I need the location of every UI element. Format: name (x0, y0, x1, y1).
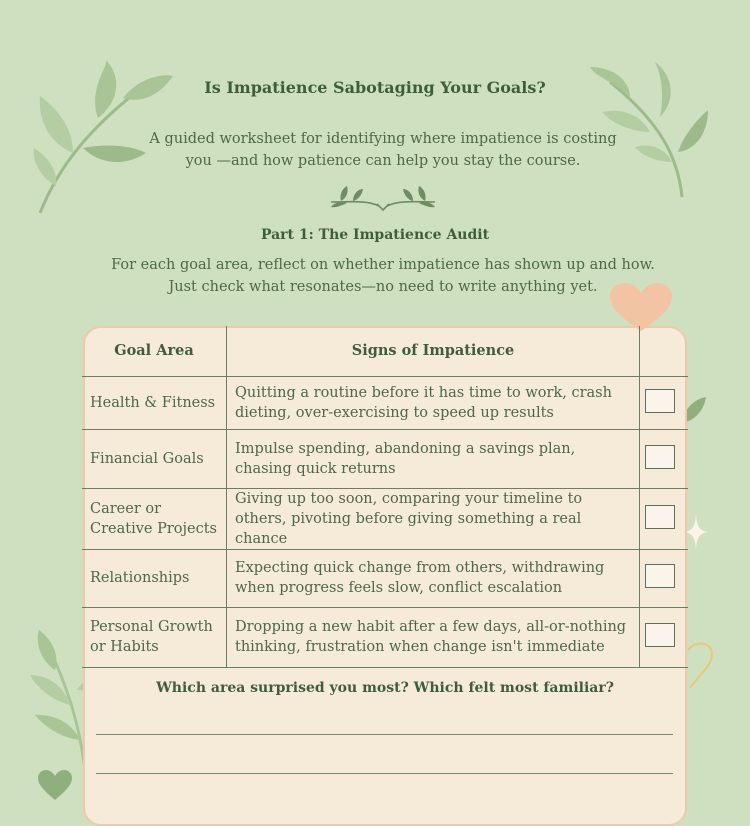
table-row (82, 549, 688, 607)
goal-area-cell: Health & Fitness (82, 376, 227, 429)
row-checkbox[interactable] (645, 623, 675, 647)
signs-cell: Expecting quick change from others, withdrawing when progress feels slow, conflict escalation (227, 549, 640, 607)
signs-cell: Giving up too soon, comparing your timeline to others, pivoting before giving something a real chance (227, 488, 640, 549)
table-row (82, 376, 688, 429)
heart-icon (686, 640, 716, 690)
impatience-audit-table (82, 326, 688, 668)
column-header-check (640, 326, 689, 376)
answer-line[interactable] (96, 734, 673, 735)
signs-cell: Dropping a new habit after a few days, all-or-nothing thinking, frustration when change isn't immediate (227, 607, 640, 667)
row-checkbox[interactable] (645, 389, 675, 413)
answer-line[interactable] (96, 773, 673, 774)
row-checkbox[interactable] (645, 564, 675, 588)
column-header-signs: Signs of Impatience (227, 326, 640, 376)
table-row (82, 488, 688, 549)
column-header-goal-area: Goal Area (82, 326, 227, 376)
reflection-question: Which area surprised you most? Which felt most familiar? (156, 680, 614, 696)
section-heading: Part 1: The Impatience Audit (260, 227, 490, 243)
goal-area-cell: Career or Creative Projects (82, 488, 227, 549)
section-intro: For each goal area, reflect on whether impatience has shown up and how. Just check what resonates—no need to write anything yet. (111, 257, 655, 295)
page-subtitle: A guided worksheet for identifying where impatience is costing you —and how patience can help you stay the course. (149, 131, 617, 169)
table-row (82, 607, 688, 667)
page-title: Is Impatience Sabotaging Your Goals? (204, 78, 546, 97)
check-cell (640, 549, 689, 607)
check-cell (640, 376, 689, 429)
signs-cell: Impulse spending, abandoning a savings plan, chasing quick returns (227, 429, 640, 488)
check-cell (640, 488, 689, 549)
row-checkbox[interactable] (645, 445, 675, 469)
table-header-row (82, 326, 688, 376)
signs-cell: Quitting a routine before it has time to work, crash dieting, over-exercising to speed up results (227, 376, 640, 429)
row-checkbox[interactable] (645, 505, 675, 529)
check-cell (640, 429, 689, 488)
goal-area-cell: Relationships (82, 549, 227, 607)
goal-area-cell: Personal Growth or Habits (82, 607, 227, 667)
table-row (82, 429, 688, 488)
divider-leaves-icon (327, 184, 439, 212)
heart-icon (38, 770, 72, 802)
check-cell (640, 607, 689, 667)
goal-area-cell: Financial Goals (82, 429, 227, 488)
